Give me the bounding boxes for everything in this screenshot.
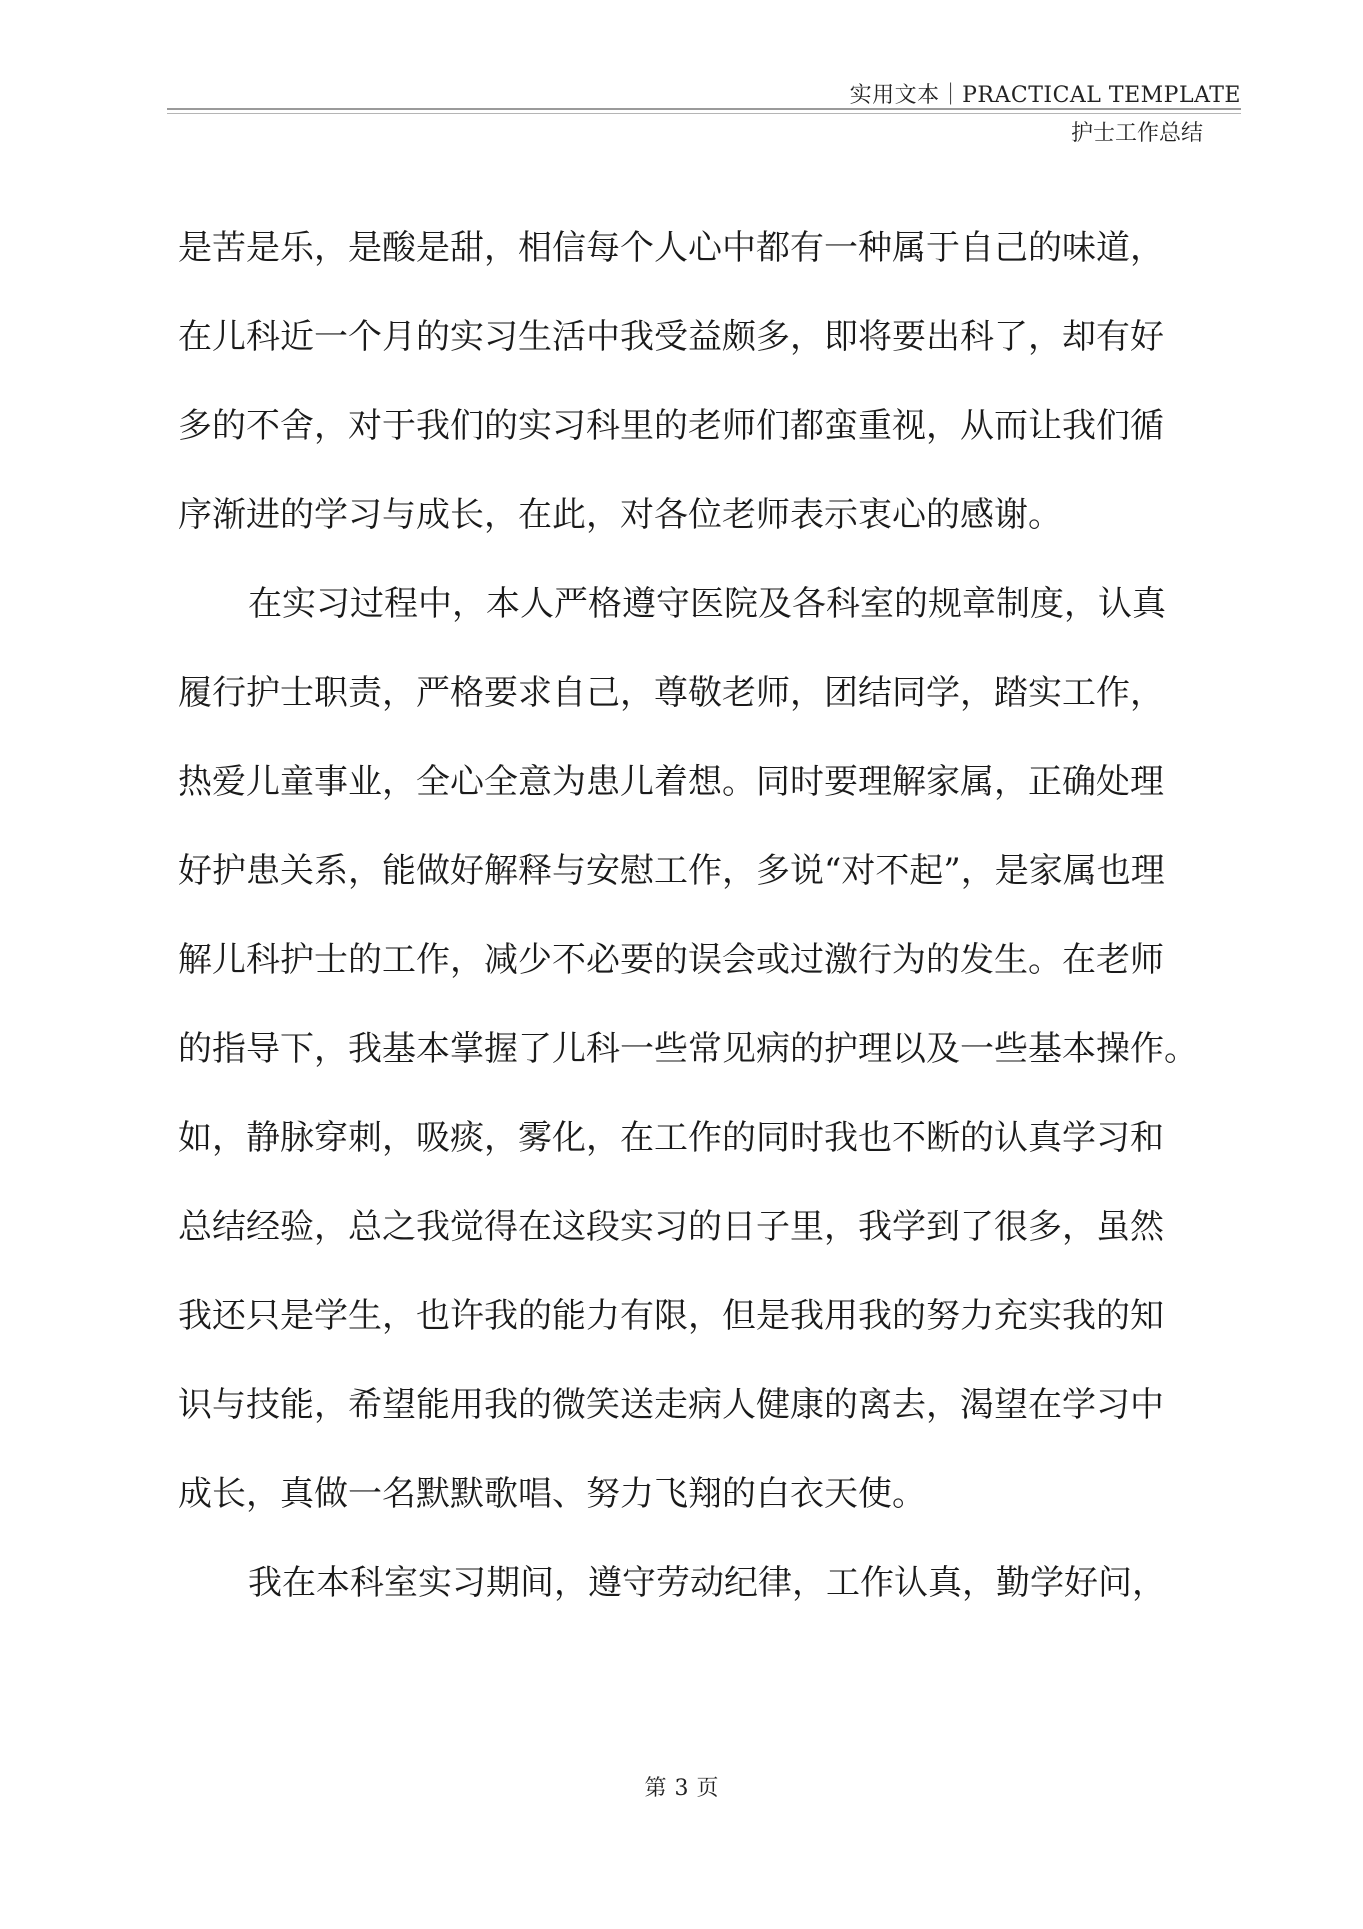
text-line: 我还只是学生，也许我的能力有限，但是我用我的努力充实我的知 [178,1296,1164,1336]
header-title: 实用文本｜PRACTICAL TEMPLATE [849,83,1241,108]
text-line: 成长，真做一名默默歌唱、努力飞翔的白衣天使。 [178,1474,926,1514]
text-line: 识与技能，希望能用我的微笑送走病人健康的离去，渴望在学习中 [178,1385,1164,1425]
text-line: 如，静脉穿刺，吸痰，雾化，在工作的同时我也不断的认真学习和 [178,1118,1164,1158]
page-number: 3 [674,1776,689,1801]
text-line: 解儿科护士的工作，减少不必要的误会或过激行为的发生。在老师 [178,940,1164,980]
page-footer [0,1771,1363,1802]
header-rule [167,108,1241,110]
text-line: 的指导下，我基本掌握了儿科一些常见病的护理以及一些基本操作。 [178,1029,1198,1069]
text-line: 序渐进的学习与成长，在此，对各位老师表示衷心的感谢。 [178,495,1062,535]
text-line: 好护患关系，能做好解释与安慰工作，多说“对不起”，是家属也理 [178,851,1165,891]
text-line: 是苦是乐，是酸是甜，相信每个人心中都有一种属于自己的味道， [178,228,1164,268]
paragraph-start-line: 在实习过程中，本人严格遵守医院及各科室的规章制度，认真 [248,584,1166,624]
text-line: 履行护士职责，严格要求自己，尊敬老师，团结同学，踏实工作， [178,673,1164,713]
paragraph-start-line: 我在本科室实习期间，遵守劳动纪律，工作认真，勤学好问， [248,1563,1166,1603]
text-line: 热爱儿童事业，全心全意为患儿着想。同时要理解家属，正确处理 [178,762,1164,802]
footer-suffix: 页 [696,1776,719,1801]
text-line: 在儿科近一个月的实习生活中我受益颇多，即将要出科了，却有好 [178,317,1164,357]
header-subtitle: 护士工作总结 [1070,121,1203,146]
text-line: 总结经验，总之我觉得在这段实习的日子里，我学到了很多，虽然 [178,1207,1164,1247]
footer-prefix: 第 [644,1776,667,1801]
text-line: 多的不舍，对于我们的实习科里的老师们都蛮重视，从而让我们循 [178,406,1164,446]
body-text [178,222,1208,1646]
header-rule-thin [167,113,1241,114]
